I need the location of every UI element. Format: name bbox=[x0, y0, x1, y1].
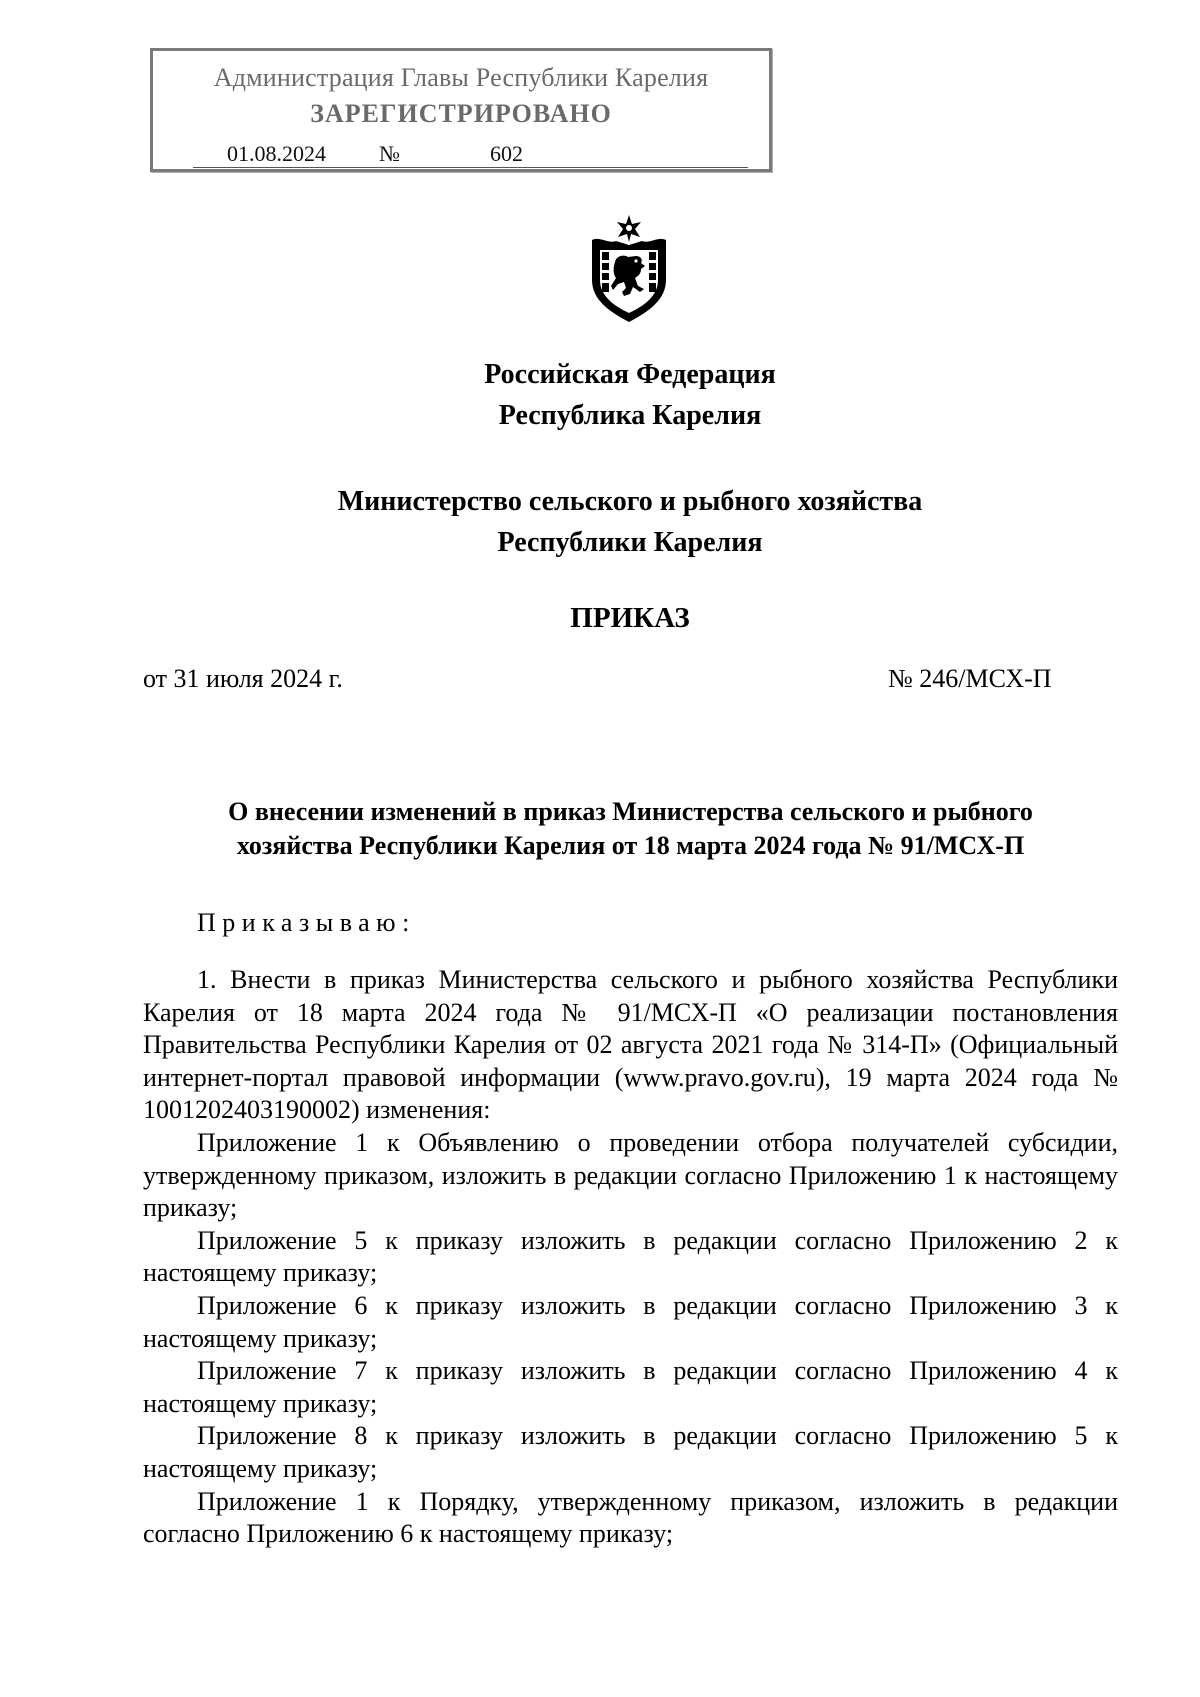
ministry-heading bbox=[0, 481, 1200, 563]
document-type: ПРИКАЗ bbox=[570, 602, 690, 634]
coat-of-arms-icon bbox=[586, 214, 672, 324]
country-heading bbox=[0, 354, 1200, 436]
body-paragraph: 1. Внести в приказ Министерства сельского и рыбного хозяйства Республики Карелия от 18 марта 2024 года № 91/МСХ-П «О реализации постановления Правительства Республики Карелия от 02 августа 2021 года № 314-П» (Официальный интернет-портал правовой информации (www.pravo.gov.ru), 19 марта 2024 года № 1001202403190002) изменения: bbox=[143, 965, 1118, 1125]
country-name: Российская Федерация bbox=[484, 359, 776, 390]
region-name: Республика Карелия bbox=[498, 400, 762, 431]
directive-word: Приказываю: bbox=[197, 908, 416, 937]
stamp-registration-line bbox=[193, 141, 748, 168]
order-number: № 246/МСХ-П bbox=[888, 664, 1052, 693]
order-body bbox=[143, 964, 1118, 1551]
body-paragraph: Приложение 1 к Объявлению о проведении отбора получателей субсидии, утвержденному приказом, изложить в редакции согласно Приложению 1 к настоящему приказу; bbox=[143, 1127, 1118, 1223]
stamp-number-sign: № bbox=[379, 141, 400, 166]
body-paragraph: Приложение 1 к Порядку, утвержденному приказом, изложить в редакции согласно Приложению 6 к настоящему приказу; bbox=[143, 1486, 1118, 1549]
stamp-number: 602 bbox=[490, 141, 523, 166]
body-paragraph: Приложение 6 к приказу изложить в редакции согласно Приложению 3 к настоящему приказу; bbox=[143, 1290, 1118, 1353]
body-paragraph: Приложение 8 к приказу изложить в редакции согласно Приложению 5 к настоящему приказу; bbox=[143, 1421, 1118, 1483]
subject-line1: О внесении изменений в приказ Министерства сельского и рыбного bbox=[228, 797, 1033, 826]
body-paragraph: Приложение 7 к приказу изложить в редакции согласно Приложению 4 к настоящему приказу; bbox=[143, 1356, 1118, 1418]
stamp-date: 01.08.2024 bbox=[227, 141, 326, 166]
order-date: от 31 июля 2024 г. bbox=[143, 664, 343, 693]
stamp-status: ЗАРЕГИСТРИРОВАНО bbox=[310, 99, 612, 128]
order-subject bbox=[143, 795, 1118, 863]
ministry-name-line1: Министерство сельского и рыбного хозяйства bbox=[337, 486, 923, 517]
subject-line2: хозяйства Республики Карелия от 18 марта 2024 года № 91/МСХ-П bbox=[236, 831, 1025, 860]
body-paragraph: Приложение 5 к приказу изложить в редакции согласно Приложению 2 к настоящему приказу; bbox=[143, 1225, 1118, 1288]
ministry-name-line2: Республики Карелия bbox=[497, 527, 763, 558]
registration-stamp bbox=[150, 48, 772, 172]
stamp-organization: Администрация Главы Республики Карелия bbox=[213, 63, 709, 92]
